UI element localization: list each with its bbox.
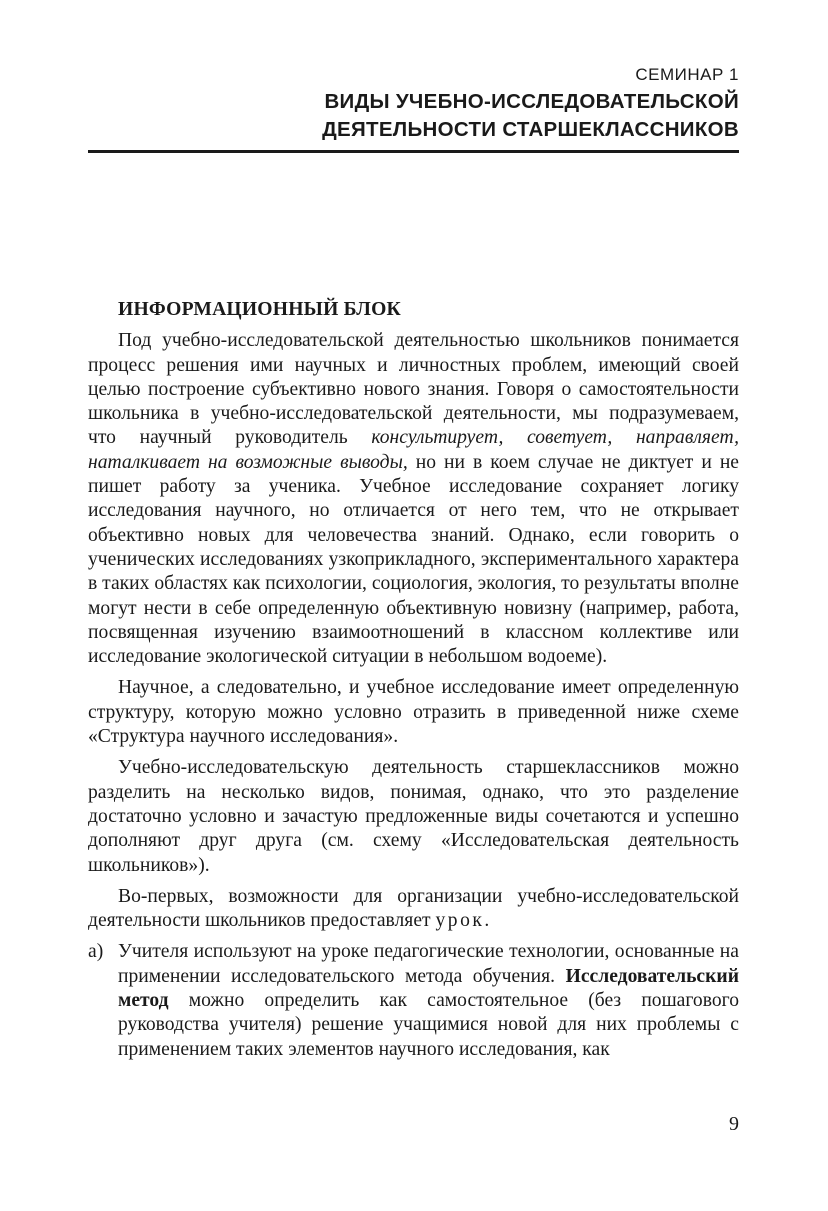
list-item-text-a: Учителя используют на уроке педагогические технологии, основанные на применении исследовательского метода обучения. bbox=[118, 941, 739, 987]
header-rule bbox=[88, 150, 739, 153]
paragraph-4-text-b: . bbox=[484, 910, 490, 932]
paragraph-3: Учебно-исследовательскую деятельность старшеклассников можно разделить на несколько видов, понимая, однако, что это разделение достаточно условно и зачастую предложенные виды сочетаются и успешно дополняют друг друга (см. схему «Исследовательская деятельность школьников»). bbox=[88, 757, 739, 876]
paragraph-1-text-b: но ни в коем случае не диктует и не пишет работу за ученика. Учебное исследование сохраняет логику исследования научного, но отличается от него тем, что не открывает объективно новых для человечества знаний. Однако, если говорить о ученических исследованиях узкоприкладного, экспериментального характера в таких областях как психологии, социология, экология, то результаты вполне могут нести в себе определенную объективную новизну (например, работа, посвященная изучению взаимоотношений в классном коллективе или исследование экологической ситуации в небольшом водоеме). bbox=[88, 451, 739, 668]
paragraph-2: Научное, а следовательно, и учебное исследование имеет определенную структуру, которую можно условно отразить в приведенной ниже схеме «Структура научного исследования». bbox=[88, 677, 739, 748]
list-item-bold-term: Исследовательский метод bbox=[118, 965, 739, 1012]
chapter-title bbox=[88, 88, 739, 144]
list-item-text-b: можно определить как самостоятельное (без пошагового руководства учителя) решение учащимися новой для них проблемы с применением таких элементов научного исследования, как bbox=[118, 990, 739, 1060]
paragraph-4-spaced-word: урок bbox=[435, 910, 485, 932]
page-number: 9 bbox=[729, 1113, 739, 1135]
paragraph-1-text-a: Под учебно-исследовательской деятельностью школьников понимается процесс решения ими научных и личностных проблем, имеющий своей целью построение субъективно нового знания. Говоря о самостоятельности школьника в учебно-исследовательской деятельности, мы подразумеваем, что научный руководитель bbox=[88, 330, 739, 449]
paragraph-1-italic: консультирует, советует, направляет, наталкивает на возможные выводы, bbox=[88, 427, 739, 473]
chapter-title-line-1: ВИДЫ УЧЕБНО-ИССЛЕДОВАТЕЛЬСКОЙ bbox=[324, 90, 739, 113]
seminar-label: СЕМИНАР 1 bbox=[635, 65, 739, 84]
running-header bbox=[88, 62, 739, 144]
chapter-title-line-2: ДЕЯТЕЛЬНОСТИ СТАРШЕКЛАССНИКОВ bbox=[322, 118, 739, 141]
list-item-a bbox=[88, 940, 739, 1061]
paragraph-1 bbox=[88, 329, 739, 669]
main-text bbox=[88, 298, 739, 1062]
section-heading: ИНФОРМАЦИОННЫЙ БЛОК bbox=[118, 299, 401, 320]
list-marker: а) bbox=[88, 941, 104, 963]
paragraph-4-text-a: Во-первых, возможности для организации учебно-исследовательской деятельности школьников предоставляет bbox=[88, 885, 739, 932]
paragraph-4 bbox=[88, 885, 739, 934]
